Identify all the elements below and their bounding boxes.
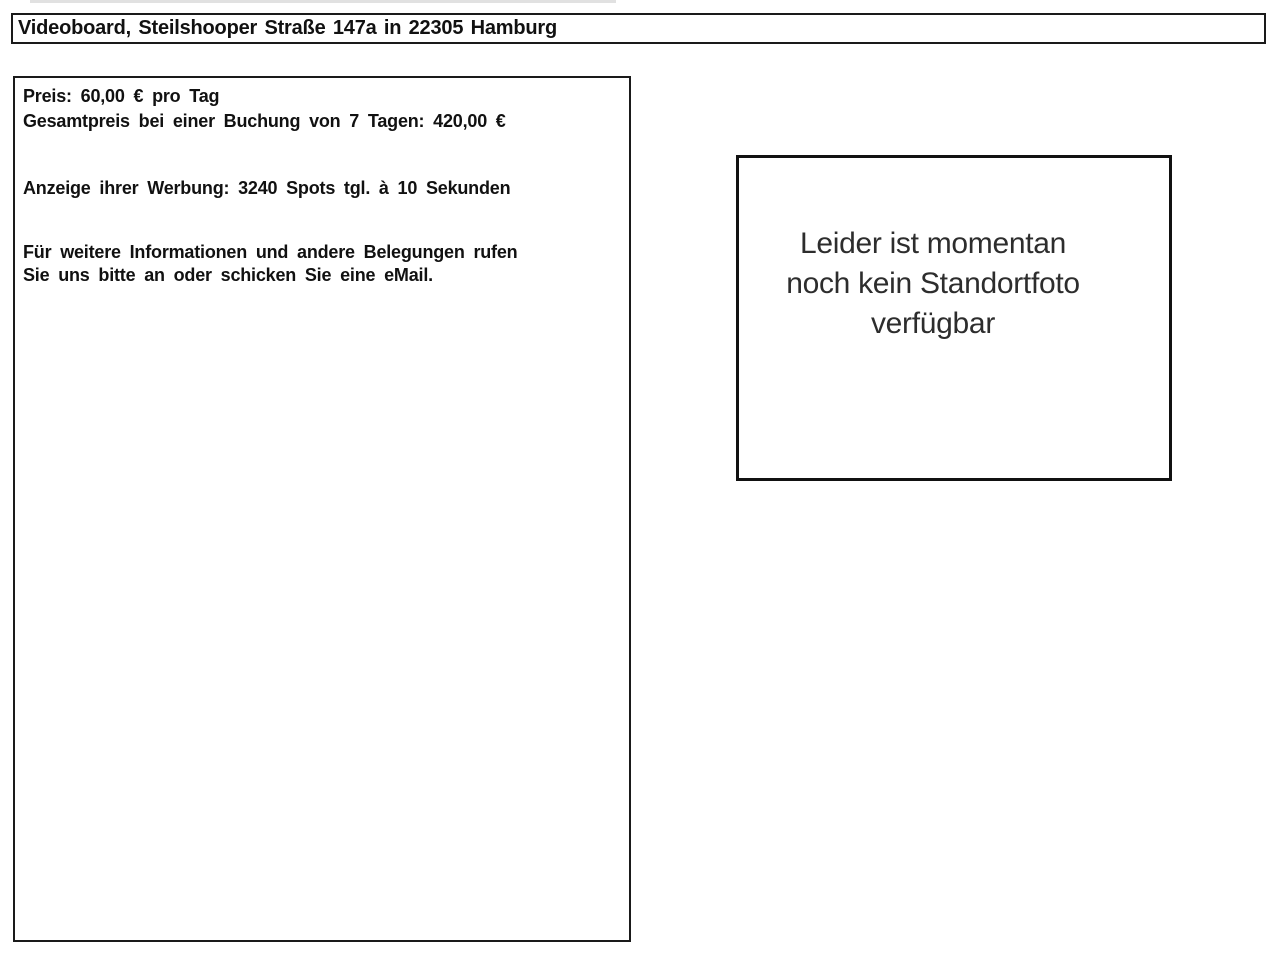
no-photo-message <box>739 158 1169 344</box>
no-photo-message-line-3: verfügbar <box>870 307 996 340</box>
price-per-day-line: Preis: 60,00 € pro Tag <box>23 86 220 106</box>
contact-note <box>23 241 621 287</box>
total-price-line: Gesamtpreis bei einer Buchung von 7 Tagen: 420,00 € <box>23 111 506 131</box>
listing-title-bar <box>11 13 1266 44</box>
offer-details-box <box>13 76 631 942</box>
no-photo-message-line-2: noch kein Standortfoto <box>786 267 1080 300</box>
contact-note-line-1: Für weitere Informationen und andere Belegungen rufen <box>23 242 518 262</box>
scan-artifact <box>30 0 616 3</box>
listing-title: Videoboard, Steilshooper Straße 147a in 22305 Hamburg <box>18 17 557 39</box>
ad-spots-line: Anzeige ihrer Werbung: 3240 Spots tgl. à 10 Sekunden <box>23 178 511 198</box>
photo-placeholder-box <box>736 155 1172 481</box>
no-photo-message-line-1: Leider ist momentan <box>799 227 1067 260</box>
contact-note-line-2: Sie uns bitte an oder schicken Sie eine eMail. <box>23 265 433 285</box>
